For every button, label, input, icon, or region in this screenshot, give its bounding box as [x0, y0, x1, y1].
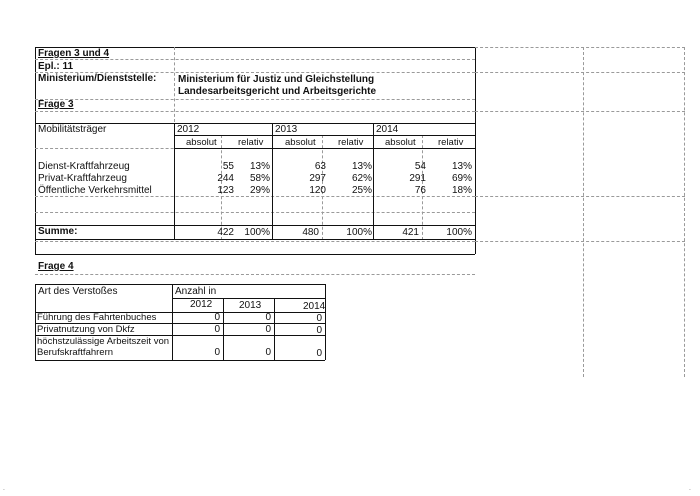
table-cell: 55 [222, 161, 234, 172]
row-label: Privatnutzung von Dkfz [37, 324, 135, 335]
table-cell: 25% [351, 185, 372, 196]
scan-mark: · [3, 487, 5, 494]
table-cell: 54 [414, 161, 426, 172]
year-header: 2013 [275, 124, 298, 135]
table-cell: 76 [414, 185, 426, 196]
frame-right [475, 47, 476, 254]
table-cell: 58% [249, 173, 270, 184]
subheader-relativ: relativ [338, 137, 364, 148]
anzahl-label: Anzahl in [175, 286, 217, 297]
sum-cell: 100% [346, 227, 372, 238]
table-cell: 0 [265, 312, 271, 323]
table-cell: 291 [409, 173, 426, 184]
table-cell: 0 [214, 312, 220, 323]
row-label: Privat-Kraftfahrzeug [38, 173, 127, 184]
year-header: 2013 [239, 300, 262, 311]
subheader-relativ: relativ [238, 137, 264, 148]
table-cell: 123 [217, 185, 234, 196]
table-cell: 0 [214, 347, 220, 358]
frame-left [35, 47, 36, 254]
table-cell: 120 [309, 185, 326, 196]
frage4-row-header: Art des Verstoßes [38, 286, 118, 297]
sum-label: Summe: [38, 226, 78, 237]
year-header: 2014 [376, 124, 399, 135]
table-cell: 13% [249, 161, 270, 172]
row-label: höchstzulässige Arbeitszeit von [37, 336, 170, 347]
table-cell: 0 [265, 347, 271, 358]
table-cell: 0 [316, 313, 322, 324]
subheader-absolut: absolut [186, 137, 217, 148]
year-header: 2012 [177, 124, 200, 135]
sum-cell: 422 [217, 227, 234, 238]
table-cell: 13% [351, 161, 372, 172]
dienststelle-name: Landesarbeitsgericht und Arbeitsgerichte [178, 86, 377, 97]
table-cell: 13% [451, 161, 472, 172]
epl-label: Epl.: 11 [38, 61, 74, 72]
table-cell: 0 [214, 324, 220, 335]
table-cell: 0 [316, 348, 322, 359]
row-label: Führung des Fahrtenbuches [37, 312, 157, 323]
frame-bottom [35, 254, 475, 255]
year-header: 2012 [190, 299, 213, 310]
ministerium-name: Ministerium für Justiz und Gleichstellung [178, 74, 375, 85]
ministerium-label: Ministerium/Dienststelle: [38, 73, 157, 84]
scan-mark: · [689, 487, 691, 494]
subheader-relativ: relativ [438, 137, 464, 148]
table-cell: 0 [265, 324, 271, 335]
frage4-heading: Frage 4 [38, 261, 74, 272]
table-cell: 29% [249, 185, 270, 196]
year-header: 2014 [303, 301, 326, 312]
frage3-heading: Frage 3 [38, 99, 74, 110]
row-label: Berufskraftfahrern [37, 347, 114, 358]
table-cell: 18% [451, 185, 472, 196]
row-label: Dienst-Kraftfahrzeug [38, 161, 130, 172]
subheader-absolut: absolut [285, 137, 316, 148]
table-cell: 63 [314, 161, 326, 172]
subheader-absolut: absolut [385, 137, 416, 148]
sum-cell: 421 [402, 227, 419, 238]
document-title: Fragen 3 und 4 [38, 48, 110, 59]
table-cell: 69% [451, 173, 472, 184]
table-cell: 0 [316, 325, 322, 336]
table-cell: 62% [351, 173, 372, 184]
frage3-row-header: Mobilitätsträger [38, 124, 107, 135]
sum-cell: 100% [244, 227, 270, 238]
table-cell: 244 [217, 173, 234, 184]
row-label: Öffentliche Verkehrsmittel [38, 185, 152, 196]
sum-cell: 480 [302, 227, 319, 238]
table-cell: 297 [309, 173, 326, 184]
sum-cell: 100% [446, 227, 472, 238]
